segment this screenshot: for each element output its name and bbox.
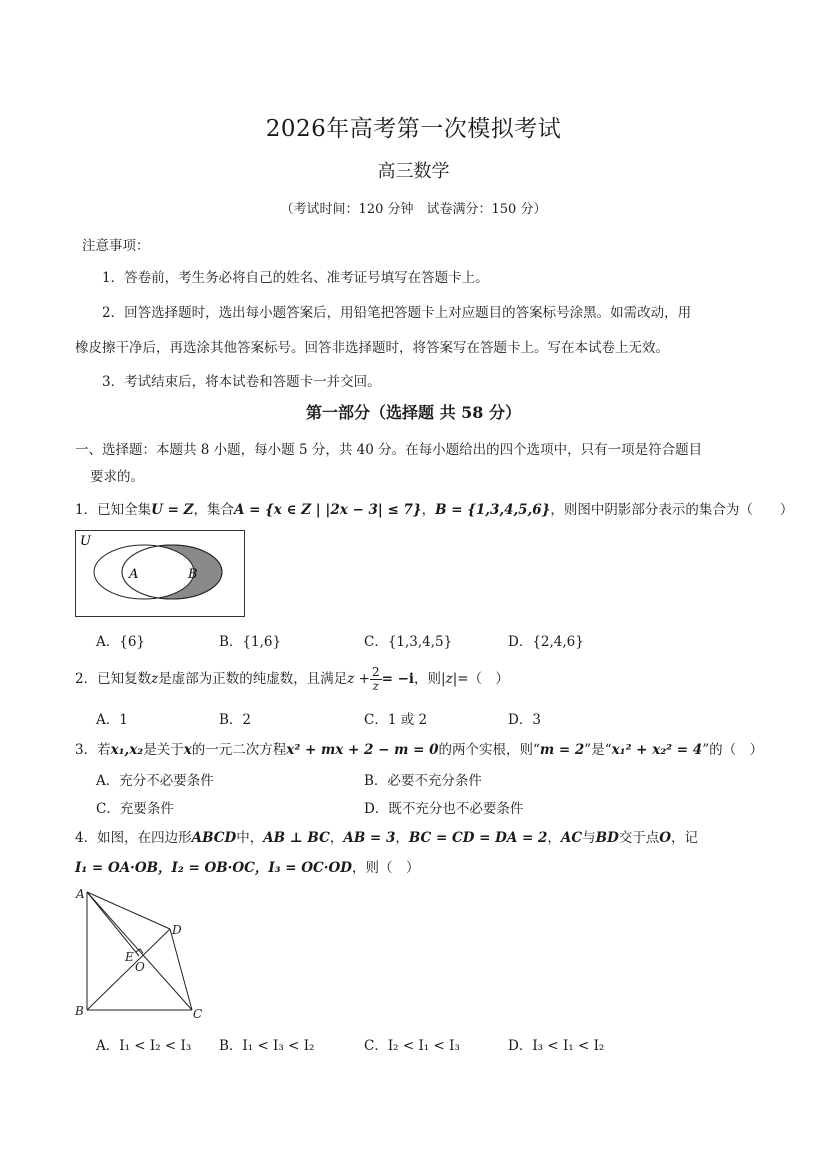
notice-heading: 注意事项： [82,238,150,254]
q2-suffix: =（ ） [457,671,510,687]
q4-mid4: ， [547,830,561,846]
q4-option-d-text: D．I₃ < I₁ < I₂ [508,1038,605,1054]
q2-eq-left: z + [347,671,370,687]
q4-prefix: 4．如图，在四边形 [75,830,192,846]
diagonal-bd [87,929,170,1010]
q3-suffix: ”的（ ） [702,742,764,758]
q1-set-b: B = {1,3,4,5,6} [435,502,551,518]
part1-heading: 第一部分（选择题 共 58 分） [306,403,521,422]
figure-label-c: C [193,1007,203,1020]
q4-ac: AC [560,830,583,846]
figure-label-o: O [135,960,145,974]
q4-mid6: 交于点 [618,830,660,846]
q3-prefix: 3．若 [75,742,111,758]
notice-item-2-line-1: 2．回答选择题时，选出每小题答案后，用铅笔把答题卡上对应题目的答案标号涂黑。如需改动，用 [102,305,692,321]
q2-fraction [370,666,382,693]
q2-option-a[interactable]: A．1 [96,712,128,728]
q4-option-c-text: C．I₂ < I₁ < I₃ [364,1038,460,1054]
q4-suffix: ，则（ ） [351,860,420,876]
q4-sides: BC = CD = DA = 2 [408,830,548,846]
notice-item-1: 1．答卷前，考生务必将自己的姓名、准考证号填写在答题卡上。 [102,270,489,286]
q4-ab: AB = 3 [343,830,396,846]
segment-da [87,892,170,929]
notice-item-3: 3．考试结束后，将本试卷和答题卡一并交回。 [102,374,381,390]
figure-label-b: B [75,1004,84,1018]
q4-quad: ABCD [191,830,237,846]
q3-mid4: ”是“ [584,742,612,758]
question-1-stem [75,498,793,518]
exam-title: 2026年高考第一次模拟考试 [265,116,562,142]
q2-frac-den: z [372,679,379,693]
q4-option-b-text: B．I₁ < I₃ < I₂ [219,1038,315,1054]
q1-prefix: 1．已知全集 [75,502,152,518]
q2-option-c[interactable]: C．1 或 2 [364,712,428,728]
q4-o: O [659,830,672,846]
q1-option-d[interactable]: D．{2,4,6} [508,634,584,650]
exam-time-info: （考试时间：120 分钟 试卷满分：150 分） [280,202,547,217]
q3-mid1: 是关于 [143,742,184,758]
segment-ae [87,892,139,956]
q4-mid2: ， [329,830,344,846]
q3-roots: x₁,x₂ [110,742,144,758]
q1-mid2: ， [421,502,436,518]
q3-mid2: 的一元二次方程 [191,742,287,758]
q1-mid1: ，集合 [193,502,234,518]
question-4-stem-line-2 [75,856,419,876]
q3-equation: x² + mx + 2 − m = 0 [286,742,439,758]
figure-label-a: A [76,887,85,901]
q2-mid: 是虚部为正数的纯虚数，且满足 [158,671,348,687]
figure-label-d: D [172,923,182,937]
q3-mid3: 的两个实根，则“ [438,742,540,758]
q4-option-d[interactable] [508,1034,604,1054]
q4-perp: AB ⊥ BC [263,830,330,846]
q3-cond1: m = 2 [539,742,585,758]
q3-option-d[interactable]: D．既不充分也不必要条件 [364,801,524,817]
q1-suffix: ，则图中阴影部分表示的集合为（ ） [550,502,794,518]
q2-eq-right: = −i [381,671,415,687]
q4-option-b[interactable] [219,1034,314,1054]
q4-mid5: 与 [582,830,596,846]
q4-option-a-text: A．I₁ < I₂ < I₃ [96,1038,192,1054]
exam-subtitle: 高三数学 [377,161,450,182]
venn-label-u: U [80,534,91,549]
q4-mid3: ， [395,830,409,846]
q4-bd: BD [595,830,619,846]
section-instruction-line-2: 要求的。 [90,469,144,485]
q4-option-a[interactable] [96,1034,191,1054]
section-instruction-line-1: 一、选择题：本题共 8 小题，每小题 5 分，共 40 分。在每小题给出的四个选项中，只有一项是符合题目 [75,442,703,458]
q2-var: z [151,671,159,687]
q1-set-u: U = Z [151,502,194,518]
q4-option-c[interactable] [364,1034,460,1054]
venn-label-b: B [188,567,198,582]
q2-option-d[interactable]: D．3 [508,712,541,728]
q4-mid7: ，记 [671,830,699,846]
q2-mid2: ，则 [414,671,442,687]
question-3-stem [75,738,763,758]
notice-item-2-line-2: 橡皮擦干净后，再选涂其他答案标号。回答非选择题时，将答案写在答题卡上。写在本试卷上无效。 [75,340,669,356]
q2-option-b[interactable]: B．2 [219,712,252,728]
q1-option-a[interactable]: A．{6} [96,634,146,650]
q3-var: x [183,742,192,758]
venn-label-a: A [129,567,139,582]
question-4-stem-line-1 [75,826,698,846]
q3-option-c[interactable]: C．充要条件 [96,801,174,817]
q3-option-b[interactable]: B．必要不充分条件 [364,773,482,789]
q1-option-b[interactable]: B．{1,6} [219,634,282,650]
q2-prefix: 2．已知复数 [75,671,152,687]
q2-frac-num: 2 [371,665,380,679]
quadrilateral-figure [70,884,210,1020]
q4-defs: I₁ = OA·OB，I₂ = OB·OC，I₃ = OC·OD [75,860,352,876]
q1-option-c[interactable]: C．{1,3,4,5} [364,634,453,650]
venn-diagram [75,530,245,617]
q3-option-a[interactable]: A．充分不必要条件 [96,773,214,789]
figure-label-e: E [125,950,134,964]
q4-mid1: 中， [236,830,264,846]
q2-abs: |z| [441,671,458,687]
q3-cond2: x₁² + x₂² = 4 [611,742,703,758]
question-2-stem [75,666,509,693]
q1-set-a: A = {x ∈ Z | |2x − 3| ≤ 7} [233,502,422,518]
